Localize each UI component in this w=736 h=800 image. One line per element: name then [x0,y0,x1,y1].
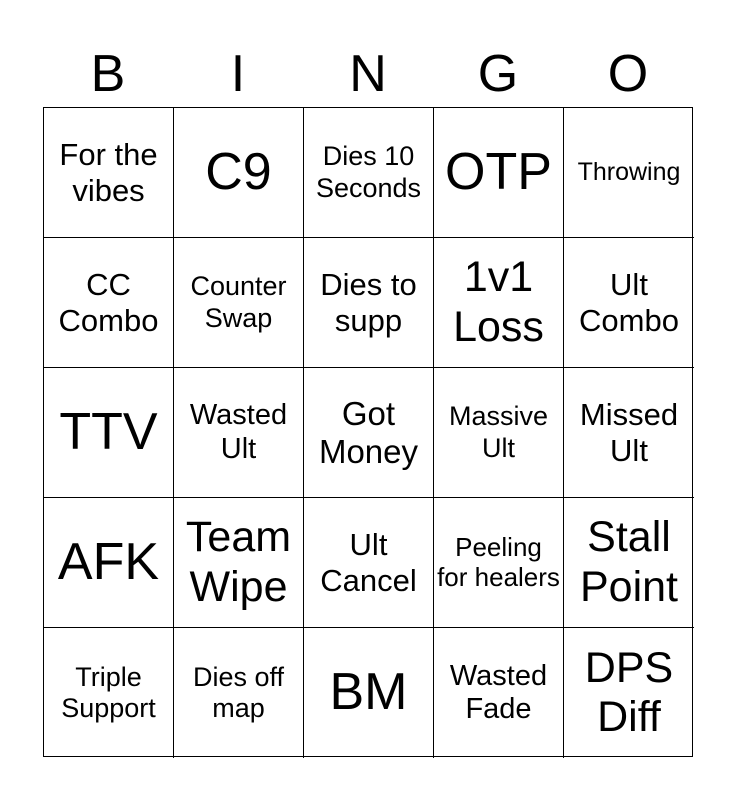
bingo-cell-label: Ult Combo [579,266,679,338]
bingo-cell-label: Missed Ult [579,396,679,468]
bingo-cell-n5[interactable] [304,628,434,758]
bingo-cell-g4[interactable] [434,498,564,628]
bingo-cell-label: 1v1 Loss [453,253,544,351]
bingo-cell-label: Triple Support [61,661,156,723]
bingo-cell-n4[interactable] [304,498,434,628]
bingo-cell-label: BM [329,663,408,722]
header-letter-i: I [230,45,246,103]
bingo-cell-i4[interactable] [174,498,304,628]
bingo-cell-g3[interactable] [434,368,564,498]
bingo-header [43,42,693,106]
bingo-cell-label: Massive Ult [448,401,549,463]
bingo-cell-n2[interactable] [304,238,434,368]
bingo-cell-o1[interactable] [564,108,694,238]
bingo-cell-o4[interactable] [564,498,694,628]
bingo-cell-o3[interactable] [564,368,694,498]
bingo-cell-label: Dies 10 Seconds [315,141,422,203]
bingo-cell-label: Dies to supp [320,266,417,338]
bingo-cell-i5[interactable] [174,628,304,758]
bingo-cell-n1[interactable] [304,108,434,238]
bingo-cell-label: C9 [205,142,272,201]
bingo-cell-label: Peeling for healers [437,531,560,592]
bingo-cell-label: TTV [59,402,158,461]
header-letter-o: O [607,45,649,103]
bingo-cell-b2[interactable] [44,238,174,368]
header-letter-n: N [349,45,387,103]
bingo-cell-g2[interactable] [434,238,564,368]
bingo-cell-label: Throwing [577,158,681,187]
bingo-cell-b4[interactable] [44,498,174,628]
bingo-cell-label: CC Combo [58,266,159,338]
bingo-cell-n3[interactable] [304,368,434,498]
bingo-cell-label: Counter Swap [190,271,287,333]
bingo-cell-label: Got Money [318,394,419,470]
bingo-cell-label: Dies off map [192,661,285,723]
bingo-cell-b1[interactable] [44,108,174,238]
bingo-cell-o5[interactable] [564,628,694,758]
bingo-cell-g1[interactable] [434,108,564,238]
bingo-cell-label: Team Wipe [185,513,292,611]
bingo-cell-i1[interactable] [174,108,304,238]
bingo-cell-b5[interactable] [44,628,174,758]
bingo-cell-label: For the vibes [59,136,158,208]
header-letter-b: B [90,45,126,103]
bingo-cell-g5[interactable] [434,628,564,758]
bingo-cell-label: Ult Cancel [320,526,417,598]
bingo-cell-b3[interactable] [44,368,174,498]
bingo-cell-i3[interactable] [174,368,304,498]
bingo-cell-i2[interactable] [174,238,304,368]
bingo-board [43,107,693,757]
bingo-cell-label: AFK [57,532,160,591]
bingo-cell-label: OTP [445,142,552,201]
bingo-cell-o2[interactable] [564,238,694,368]
bingo-cell-label: Wasted Ult [189,399,288,465]
bingo-cell-label: Wasted Fade [449,659,548,725]
bingo-cell-label: DPS Diff [584,643,674,741]
header-letter-g: G [477,45,519,103]
bingo-cell-label: Stall Point [579,513,678,611]
